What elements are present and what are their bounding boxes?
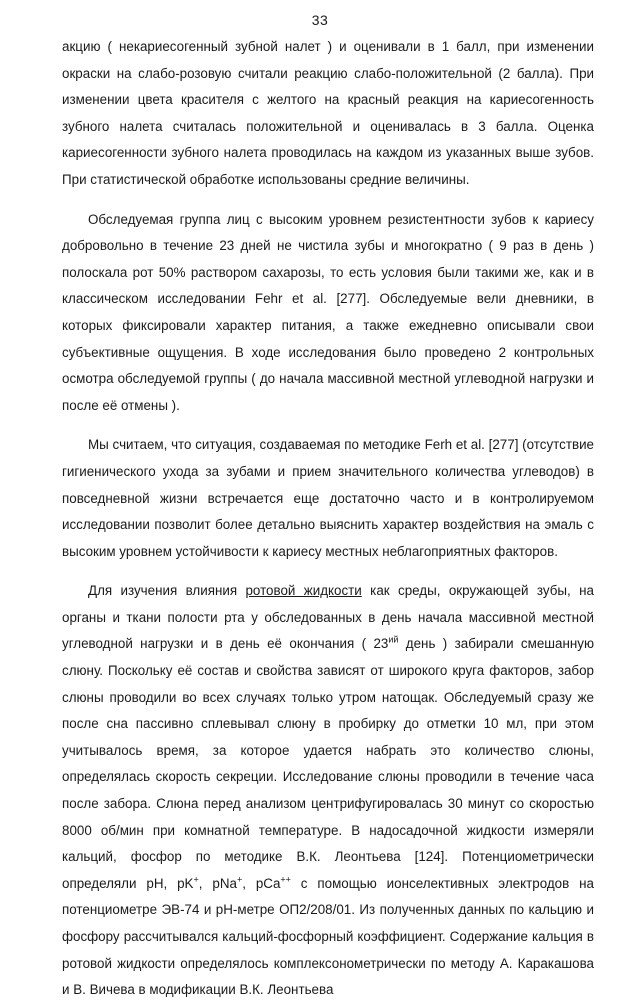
paragraph-continuation: акцию ( некариесогенный зубной налет ) и оценивали в 1 балл, при изменении окраски на слабо-розовую считали реакцию слабо-положительной (2 балла). При изменении цвета красителя с желтого на красный реакция на кариесогенность зубного налета считалась положительной и оценивалась в 3 балла. Оценка кариесогенности зубного налета проводилась на каждом из указанных выше зубов. При статистической обработке использованы средние величины. bbox=[62, 39, 594, 187]
text-segment: , pCa bbox=[242, 875, 281, 891]
text-segment: как среды, окружающей зубы, на органы и ткани полости рта у обследованных в день начала массивной местной углеводной нагрузки и в день её окончания ( 23 bbox=[62, 583, 594, 652]
superscript: ий bbox=[388, 635, 399, 645]
paragraph-fehr-method: Мы считаем, что ситуация, создаваемая по методике Ferh et al. [277] (отсутствие гигиенического ухода за зубами и прием значительного количества углеводов) в повседневной жизни встречается еще достаточно часто и в контролируемом исследовании позволит более детально выяснить характер воздействия на эмаль с высоким уровнем устойчивости к кариесу местных неблагоприятных факторов. bbox=[62, 437, 594, 559]
superscript: + bbox=[193, 874, 199, 885]
underlined-term: ротовой жидкости bbox=[245, 583, 362, 599]
text-segment: Для изучения влияния bbox=[88, 583, 246, 599]
paragraph-oral-fluid bbox=[62, 578, 594, 1004]
paragraph-study-group: Обследуемая группа лиц с высоким уровнем резистентности зубов к кариесу добровольно в течение 23 дней не чистила зубы и многократно ( 9 раз в день ) полоскала рот 50% раствором сахарозы, то есть условия были такими же, как и в классическом исследовании Fehr et al. [277]. Обследуемые вели дневники, в которых фиксировали характер питания, а также ежедневно описывали свои субъективные ощущения. В ходе исследования было проведено 2 контрольных осмотра обследуемой группы ( до начала массивной местной углеводной нагрузки и после её отмены ). bbox=[62, 211, 594, 413]
superscript: ++ bbox=[280, 874, 291, 885]
page-number: 33 bbox=[311, 12, 329, 28]
text-segment: с помощью ионселективных электродов на потенциометре ЭВ-74 и pH-метре ОП2/208/01. Из полученных данных по кальцию и фосфору рассчитывался кальций-фосфорный коэффициент. Содержание кальция в ротовой жидкости определялось комплексонометрически по методу А. Каракашова и В. Вичева в модификации В.К. Леонтьева bbox=[62, 875, 594, 998]
text-segment: , pNa bbox=[198, 875, 237, 891]
superscript: + bbox=[236, 874, 243, 885]
body-text bbox=[62, 34, 594, 1004]
text-segment: день ) забирали смешанную слюну. Поскольку её состав и свойства зависят от широкого круга факторов, забор слюны проводили во всех случаях только утром натощак. Обследуемый сразу же после сна пассивно сплевывал слюну в пробирку до отметки 10 мл, при этом учитывалось время, за которое удается набрать это количество слюны, определялась скорость секреции. Исследование слюны проводили в течение часа после забора. Слюна перед анализом центрифугировалась 30 минут со скоростью 8000 об/мин при комнатной температуре. В надосадочной жидкости измеряли кальций, фосфор по методике В.К. Леонтьева [124]. Потенциометрически определяли pH, pK bbox=[62, 636, 594, 891]
